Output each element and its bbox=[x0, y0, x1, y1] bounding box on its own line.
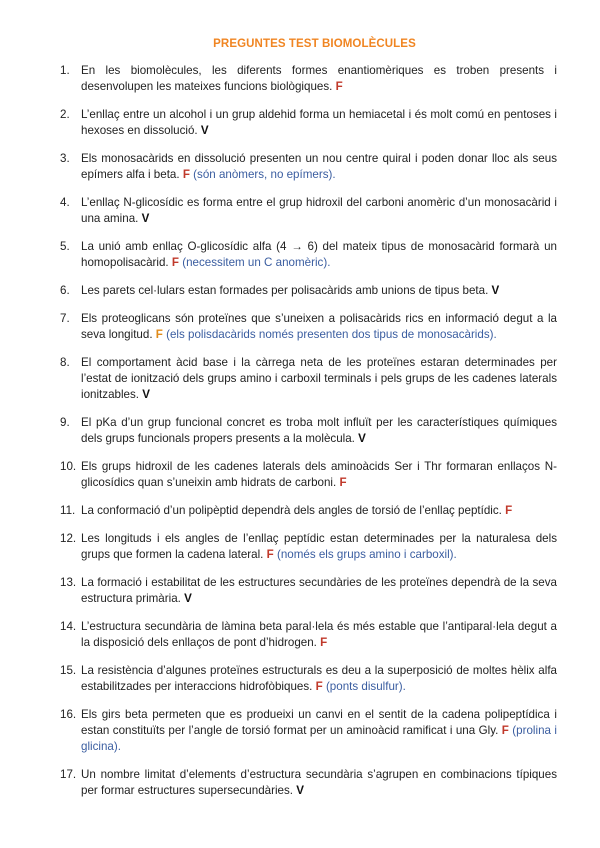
question-text: Els proteoglicans són proteïnes que s’uneixen a polisacàrids rics en informació degut a la seva longitud. bbox=[81, 312, 557, 341]
question-number: 4. bbox=[60, 196, 70, 209]
question-item bbox=[60, 663, 557, 695]
question-text: La formació i estabilitat de les estructures secundàries de les proteïnes dependrà de la seva estructura primària. bbox=[81, 576, 557, 605]
question-number: 16. bbox=[60, 708, 77, 721]
question-text: La conformació d’un polipèptid dependrà dels angles de torsió de l’enllaç peptídic. bbox=[81, 504, 502, 517]
question-item bbox=[60, 575, 557, 607]
question-number: 13. bbox=[60, 576, 77, 589]
question-text: Les parets cel·lulars estan formades per polisacàrids amb unions de tipus beta. bbox=[81, 284, 489, 297]
question-answer: F bbox=[320, 636, 328, 649]
question-text: En les biomolècules, les diferents formes enantiomèriques es troben presents i desenvolupen les mateixes funcions biològiques. bbox=[81, 64, 557, 93]
question-number: 15. bbox=[60, 664, 77, 677]
answer-note: (els polisdacàrids només presenten dos tipus de monosacàrids). bbox=[166, 328, 497, 341]
question-number: 7. bbox=[60, 312, 70, 325]
question-text: Els monosacàrids en dissolució presenten un nou centre quiral i poden donar lloc als seus epímers alfa i beta. bbox=[81, 152, 557, 181]
question-item bbox=[60, 767, 557, 799]
question-answer: V bbox=[141, 212, 150, 225]
question-number: 2. bbox=[60, 108, 70, 121]
question-number: 17. bbox=[60, 768, 77, 781]
question-item bbox=[60, 311, 557, 343]
answer-note: (són anòmers, no epímers). bbox=[193, 168, 336, 181]
question-text: Les longituds i els angles de l’enllaç peptídic estan determinades per la naturalesa dels grups que formen la cadena lateral. bbox=[81, 532, 557, 561]
question-answer: F bbox=[315, 680, 323, 693]
question-number: 12. bbox=[60, 532, 77, 545]
question-number: 6. bbox=[60, 284, 70, 297]
question-text: L’estructura secundària de làmina beta paral·lela és més estable que l’antiparal·lela degut a la disposició dels enllaços de pont d’hidrogen. bbox=[81, 620, 557, 649]
question-number: 1. bbox=[60, 64, 70, 77]
question-answer: F bbox=[339, 476, 347, 489]
question-item bbox=[60, 459, 557, 491]
question-item bbox=[60, 239, 557, 271]
question-answer: V bbox=[296, 784, 304, 797]
answer-note: (prolina i glicina). bbox=[81, 724, 557, 753]
question-number: 5. bbox=[60, 240, 70, 253]
question-item bbox=[60, 531, 557, 563]
question-number: 10. bbox=[60, 460, 77, 473]
question-number: 8. bbox=[60, 356, 70, 369]
question-item bbox=[60, 415, 557, 447]
question-item bbox=[60, 63, 557, 95]
question-text: La resistència d’algunes proteïnes estructurals es deu a la superposició de moltes hèlix alfa estabilitzades per interaccions hidrofòbiques. bbox=[81, 664, 557, 693]
answer-note: (ponts disulfur). bbox=[325, 680, 406, 693]
question-item bbox=[60, 355, 557, 403]
question-item bbox=[60, 107, 557, 139]
question-text: El pKa d’un grup funcional concret es troba molt influït per les característiques químiques dels grups funcionals propers presents a la molècula. bbox=[81, 416, 557, 445]
question-text: La unió amb enllaç O-glicosídic alfa (4 → 6) del mateix tipus de monosacàrid formarà un homopolisacàrid. bbox=[81, 240, 557, 269]
question-item bbox=[60, 503, 557, 519]
question-answer: F bbox=[505, 504, 513, 517]
question-text: El comportament àcid base i la càrrega neta de les proteïnes estaran determinades per l’estat de ionització dels grups amino i carboxil terminals i pels grups de les cadenes laterals ionitzables. bbox=[81, 356, 557, 401]
question-answer: F bbox=[335, 80, 343, 93]
question-number: 11. bbox=[60, 504, 76, 517]
question-answer: F bbox=[155, 328, 163, 341]
question-text: Els grups hidroxil de les cadenes laterals dels aminoàcids Ser i Thr formaran enllaços N-glicosídics quan s’uneixin amb hidrats de carboni. bbox=[81, 460, 557, 489]
question-item bbox=[60, 619, 557, 651]
answer-note: (necessitem un C anomèric). bbox=[182, 256, 331, 269]
question-answer: F bbox=[501, 724, 509, 737]
question-answer: V bbox=[200, 124, 209, 137]
question-number: 14. bbox=[60, 620, 77, 633]
answer-note: (només els grups amino i carboxil). bbox=[276, 548, 457, 561]
question-answer: V bbox=[358, 432, 366, 445]
question-text: Els girs beta permeten que es produeixi un canvi en el sentit de la cadena polipeptídica i estan constituïts per l’angle de torsió format per un aminoàcid ramificat i una Gly. bbox=[81, 708, 557, 737]
question-item bbox=[60, 195, 557, 227]
question-answer: V bbox=[184, 592, 192, 605]
question-answer: F bbox=[266, 548, 274, 561]
question-number: 9. bbox=[60, 416, 70, 429]
question-number: 3. bbox=[60, 152, 70, 165]
question-item bbox=[60, 707, 557, 755]
question-text: Un nombre limitat d’elements d’estructura secundària s’agrupen en combinacions típiques per formar estructures supersecundàries. bbox=[81, 768, 557, 797]
question-answer: V bbox=[142, 388, 150, 401]
question-answer: F bbox=[182, 168, 190, 181]
question-item bbox=[60, 151, 557, 183]
question-answer: F bbox=[171, 256, 179, 269]
question-answer: V bbox=[491, 284, 500, 297]
question-list bbox=[60, 63, 557, 799]
question-text: L’enllaç N-glicosídic es forma entre el grup hidroxil del carboni anomèric d’un monosacàrid i una amina. bbox=[81, 196, 557, 225]
page-title: PREGUNTES TEST BIOMOLÈCULES bbox=[213, 38, 416, 50]
question-item bbox=[60, 283, 557, 299]
question-text: L’enllaç entre un alcohol i un grup aldehid forma un hemiacetal i és molt comú en pentoses i hexoses en dissolució. bbox=[81, 108, 557, 137]
